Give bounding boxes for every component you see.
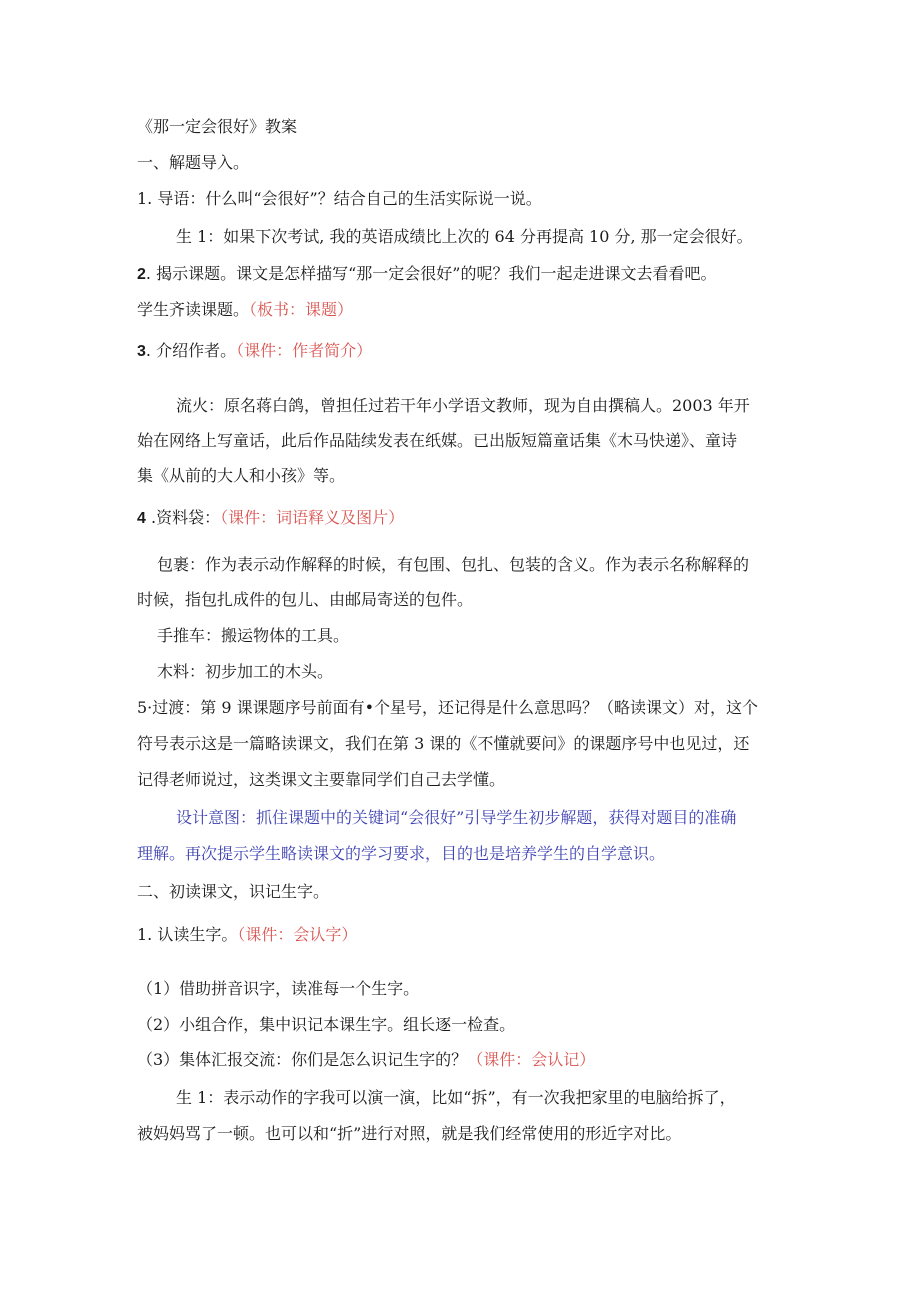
- glossary-line-3: 手推车：搬运物体的工具。: [157, 626, 350, 645]
- student-answer-line-1: 生 1：表示动作的字我可以演一演，比如“拆”，有一次我把家里的电脑给拆了，: [176, 1088, 736, 1107]
- glossary-line-2: 时候，指包扎成件的包儿、由邮局寄送的包件。: [137, 590, 474, 609]
- student-answer-1: 生 1：如果下次考试, 我的英语成绩比上次的 64 分再提高 10 分, 那一定会很好。: [176, 227, 753, 246]
- paragraph-author-intro: [137, 341, 372, 362]
- item-text: 学生齐读课题。: [137, 300, 250, 319]
- paragraph-intro: 1. 导语：什么叫“会很好”？结合自己的生活实际说一说。: [137, 189, 542, 208]
- courseware-note: （课件：会认字）: [237, 925, 358, 944]
- item-number: 2: [137, 266, 146, 283]
- glossary-line-4: 木料：初步加工的木头。: [157, 662, 334, 681]
- step-1: （1）借助拼音识字，读准每一个生字。: [137, 979, 420, 998]
- courseware-note: （课件：会认记）: [467, 1050, 596, 1069]
- design-intent-line-2: 理解。再次提示学生略读课文的学习要求，目的也是培养学生的自学意识。: [137, 844, 666, 863]
- transition-line-2: 符号表示这是一篇略读课文，我们在第 3 课的《不懂就要问》的课题序号中也见过，还: [137, 734, 750, 753]
- courseware-note: （课件：词语释义及图片）: [220, 508, 405, 527]
- transition-line-3: 记得老师说过，这类课文主要靠同学们自己去学懂。: [137, 770, 506, 789]
- step-2: （2）小组合作，集中识记本课生字。组长逐一检查。: [137, 1015, 516, 1034]
- section-heading-2: 二、初读课文，识记生字。: [137, 882, 330, 901]
- item-number: 4: [137, 510, 146, 527]
- item-text: .资料袋：: [145, 508, 221, 527]
- author-bio-line-3: 集《从前的大人和小孩》等。: [137, 466, 346, 485]
- item-text: . 揭示课题。课文是怎样描写“那一定会很好”的呢？我们一起走进课文去看看吧。: [145, 264, 717, 283]
- item-text: 1. 认读生字。: [137, 925, 238, 944]
- item-text: （3）集体汇报交流：你们是怎么识记生字的？: [137, 1050, 468, 1069]
- courseware-note: （课件：作者简介）: [236, 341, 373, 360]
- author-bio-line-2: 始在网络上写童话，此后作品陆续发表在纸媒。已出版短篇童话集《木马快递》、童诗: [137, 431, 738, 450]
- item-text: . 介绍作者。: [145, 341, 237, 360]
- paragraph-reveal-title: [137, 264, 716, 285]
- design-intent-line-1: 设计意图：抓住课题中的关键词“会很好”引导学生初步解题，获得对题目的准确: [176, 808, 737, 827]
- paragraph-read-title: [137, 300, 353, 320]
- item-number: 3: [137, 343, 146, 360]
- paragraph-resources: [137, 508, 404, 529]
- board-note: （板书：课题）: [249, 300, 354, 319]
- section-heading-1: 一、解题导入。: [137, 153, 250, 172]
- transition-line-1: 5·过渡：第 9 课课题序号前面有•个星号，还记得是什么意思吗？（略读课文）对，这个: [137, 698, 759, 717]
- step-3: [137, 1050, 595, 1070]
- student-answer-line-2: 被妈妈骂了一顿。也可以和“折”进行对照，就是我们经常使用的形近字对比。: [137, 1124, 682, 1143]
- author-bio-line-1: 流火：原名蒋白鸽，曾担任过若干年小学语文教师，现为自由撰稿人。2003 年开: [176, 396, 750, 415]
- doc-title: 《那一定会很好》教案: [137, 117, 298, 136]
- paragraph-read-characters: [137, 925, 357, 945]
- glossary-line-1: 包裹：作为表示动作解释的时候，有包围、包扎、包装的含义。作为表示名称解释的: [157, 555, 750, 574]
